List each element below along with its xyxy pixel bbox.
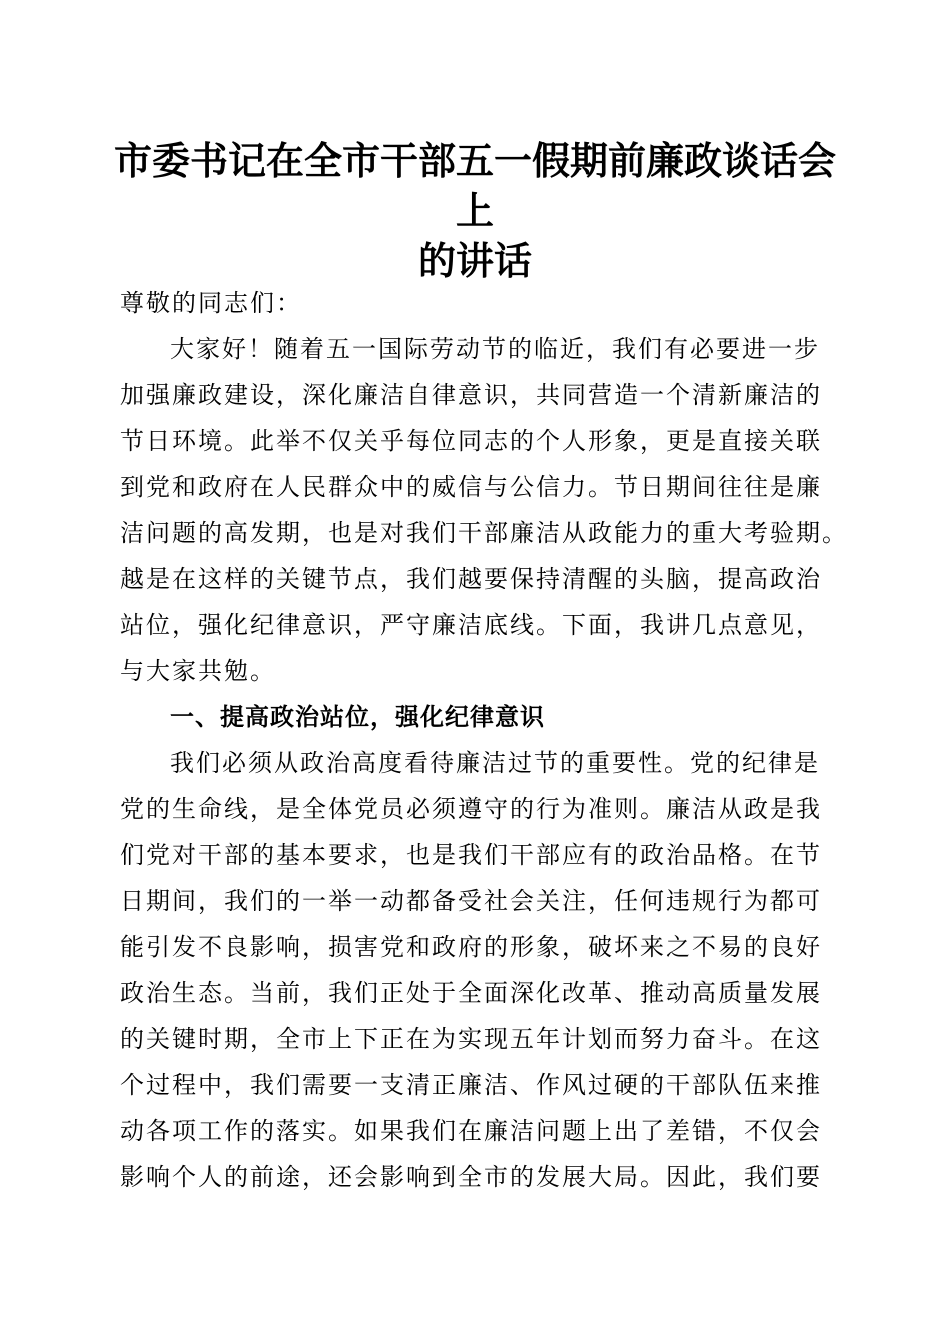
paragraph-line: 们党对干部的基本要求，也是我们干部应有的政治品格。在节 bbox=[120, 841, 822, 869]
paragraph-line: 大家好！随着五一国际劳动节的临近，我们有必要进一步 bbox=[170, 335, 820, 363]
salutation: 尊敬的同志们： bbox=[120, 289, 302, 317]
document-body bbox=[120, 280, 848, 1200]
paragraph-line: 加强廉政建设，深化廉洁自律意识，共同营造一个清新廉洁的 bbox=[120, 381, 822, 409]
paragraph-line: 政治生态。当前，我们正处于全面深化改革、推动高质量发展 bbox=[120, 979, 822, 1007]
paragraph-line: 站位，强化纪律意识，严守廉洁底线。下面，我讲几点意见， bbox=[120, 611, 822, 639]
paragraph-line: 能引发不良影响，损害党和政府的形象，破坏来之不易的良好 bbox=[120, 933, 822, 961]
paragraph-line: 我们必须从政治高度看待廉洁过节的重要性。党的纪律是 bbox=[170, 749, 820, 777]
document-title bbox=[110, 136, 840, 286]
paragraph-line: 与大家共勉。 bbox=[120, 657, 276, 685]
paragraph-line: 越是在这样的关键节点，我们越要保持清醒的头脑，提高政治 bbox=[120, 565, 822, 593]
paragraph-line: 到党和政府在人民群众中的威信与公信力。节日期间往往是廉 bbox=[120, 473, 822, 501]
paragraph-line: 党的生命线，是全体党员必须遵守的行为准则。廉洁从政是我 bbox=[120, 795, 822, 823]
paragraph-line: 洁问题的高发期，也是对我们干部廉洁从政能力的重大考验期。 bbox=[120, 519, 848, 547]
paragraph-line: 个过程中，我们需要一支清正廉洁、作风过硬的干部队伍来推 bbox=[120, 1071, 822, 1099]
paragraph-line: 影响个人的前途，还会影响到全市的发展大局。因此，我们要 bbox=[120, 1163, 822, 1191]
title-line-2: 的讲话 bbox=[417, 238, 532, 283]
paragraph-line: 日期间，我们的一举一动都备受社会关注，任何违规行为都可 bbox=[120, 887, 822, 915]
paragraph-intro bbox=[120, 326, 848, 694]
paragraph-section1 bbox=[120, 740, 830, 1200]
paragraph-line: 节日环境。此举不仅关乎每位同志的个人形象，更是直接关联 bbox=[120, 427, 822, 455]
paragraph-line: 动各项工作的落实。如果我们在廉洁问题上出了差错，不仅会 bbox=[120, 1117, 822, 1145]
section-heading: 一、提高政治站位，强化纪律意识 bbox=[170, 703, 545, 731]
paragraph-line: 的关键时期，全市上下正在为实现五年计划而努力奋斗。在这 bbox=[120, 1025, 822, 1053]
title-line-1: 市委书记在全市干部五一假期前廉政谈话会上 bbox=[113, 138, 836, 233]
